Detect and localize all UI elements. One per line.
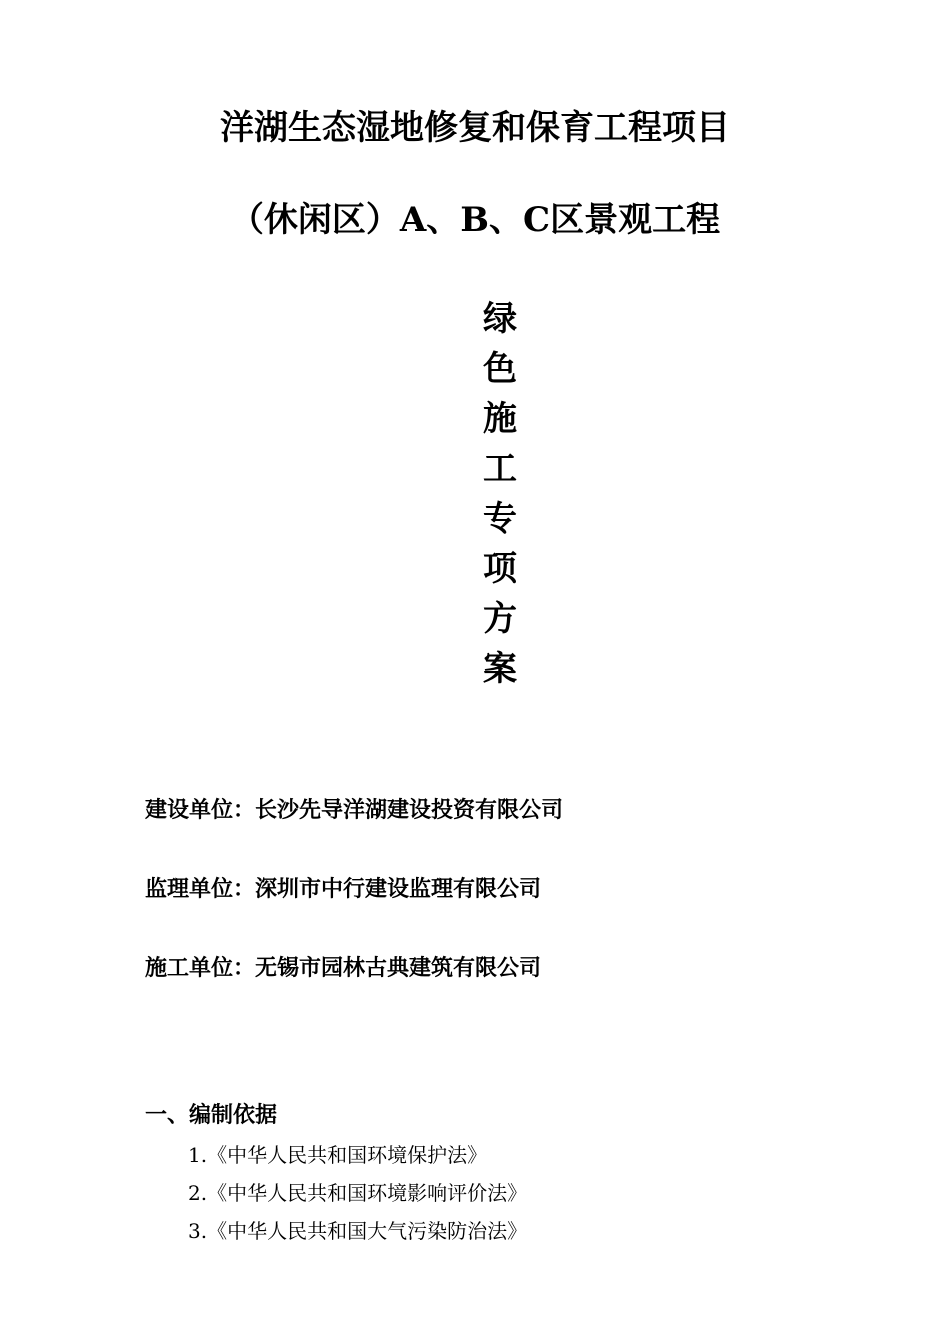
vertical-title-char: 工 <box>483 449 517 489</box>
vertical-title-char: 绿 <box>483 299 517 339</box>
list-item: 3.《中华人民共和国大气污染防治法》 <box>188 1219 528 1243</box>
vertical-title-char: 方 <box>483 599 517 639</box>
supervision-unit: 监理单位：深圳市中行建设监理有限公司 <box>145 876 542 902</box>
vertical-title-char: 施 <box>483 399 517 439</box>
list-item: 2.《中华人民共和国环境影响评价法》 <box>188 1181 528 1205</box>
basis-list <box>188 1140 527 1254</box>
project-title-line-2: （休闲区）A、B、C区景观工程 <box>229 200 721 240</box>
vertical-title-char: 项 <box>483 549 517 589</box>
list-item: 1.《中华人民共和国环境保护法》 <box>188 1143 488 1167</box>
section-heading: 一、编制依据 <box>145 1102 278 1128</box>
vertical-plan-title <box>480 294 520 694</box>
construction-unit: 建设单位：长沙先导洋湖建设投资有限公司 <box>145 797 564 823</box>
project-title-line-1: 洋湖生态湿地修复和保育工程项目 <box>220 108 730 148</box>
contractor-unit: 施工单位：无锡市园林古典建筑有限公司 <box>145 955 542 981</box>
vertical-title-char: 色 <box>483 349 517 389</box>
vertical-title-char: 专 <box>483 499 517 539</box>
vertical-title-char: 案 <box>483 649 517 689</box>
